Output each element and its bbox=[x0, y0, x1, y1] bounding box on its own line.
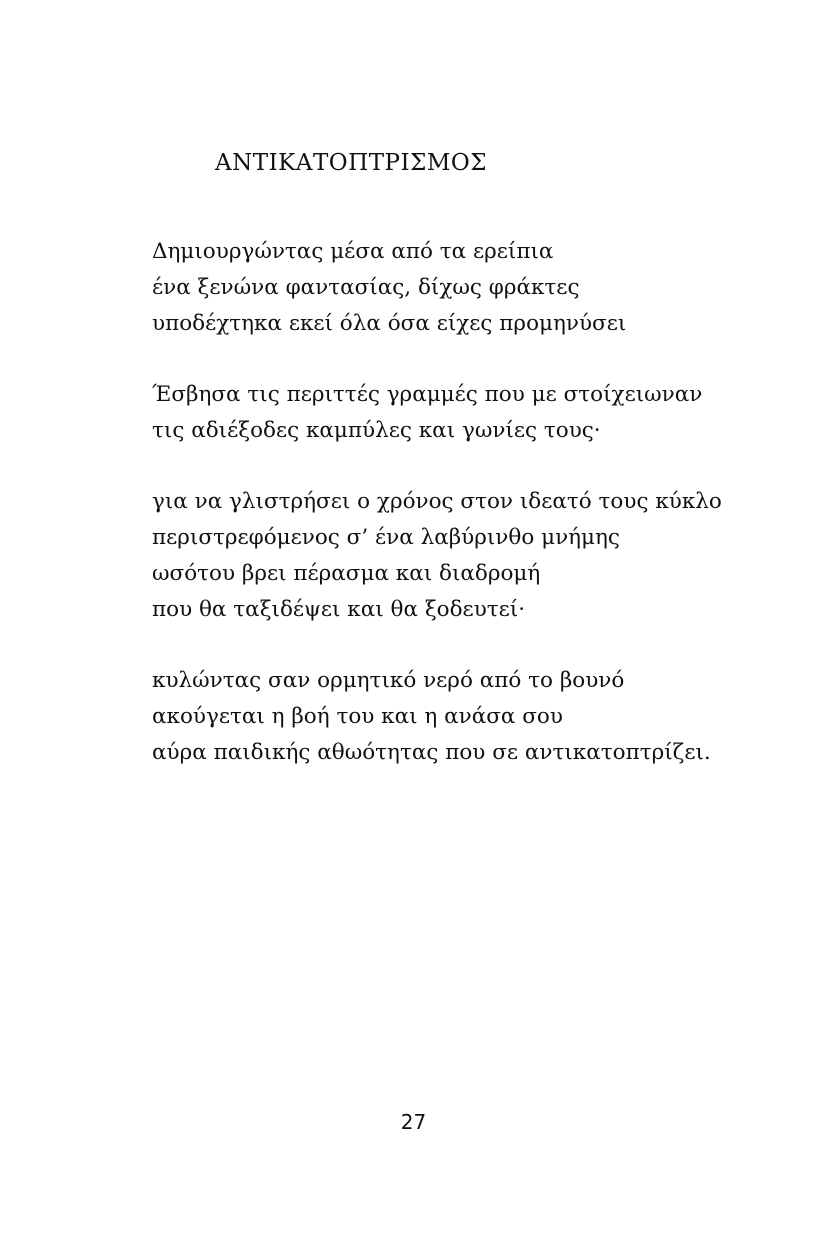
poem-title: ΑΝΤΙΚΑΤΟΠΤΡΙΣΜΟΣ bbox=[215, 150, 488, 176]
poem-line: κυλώντας σαν ορμητικό νερό από το βουνό bbox=[152, 668, 625, 693]
poem-line: Έσβησα τις περιττές γραμμές που με στοίχειωναν bbox=[152, 382, 703, 407]
stanza-3 bbox=[152, 484, 772, 628]
stanza-4 bbox=[152, 663, 772, 771]
poem-line: ένα ξενώνα φαντασίας, δίχως φράκτες bbox=[152, 275, 580, 300]
stanza-1 bbox=[152, 234, 772, 342]
poem-body bbox=[152, 234, 772, 806]
stanza-2 bbox=[152, 377, 772, 449]
poem-line: περιστρεφόμενος σ’ ένα λαβύρινθο μνήμης bbox=[152, 525, 620, 550]
poem-line: Δημιουργώντας μέσα από τα ερείπια bbox=[152, 239, 554, 264]
poem-line: που θα ταξιδέψει και θα ξοδευτεί· bbox=[152, 597, 526, 622]
poem-line: αύρα παιδικής αθωότητας που σε αντικατοπτρίζει. bbox=[152, 740, 711, 765]
page-number: 27 bbox=[400, 1110, 427, 1134]
poem-line: υποδέχτηκα εκεί όλα όσα είχες προμηνύσει bbox=[152, 311, 627, 336]
poem-line: για να γλιστρήσει ο χρόνος στον ιδεατό τους κύκλο bbox=[152, 489, 722, 514]
poem-line: ωσότου βρει πέρασμα και διαδρομή bbox=[152, 561, 541, 586]
poem-line: τις αδιέξοδες καμπύλες και γωνίες τους· bbox=[152, 418, 601, 443]
poem-line: ακούγεται η βοή του και η ανάσα σου bbox=[152, 704, 563, 729]
